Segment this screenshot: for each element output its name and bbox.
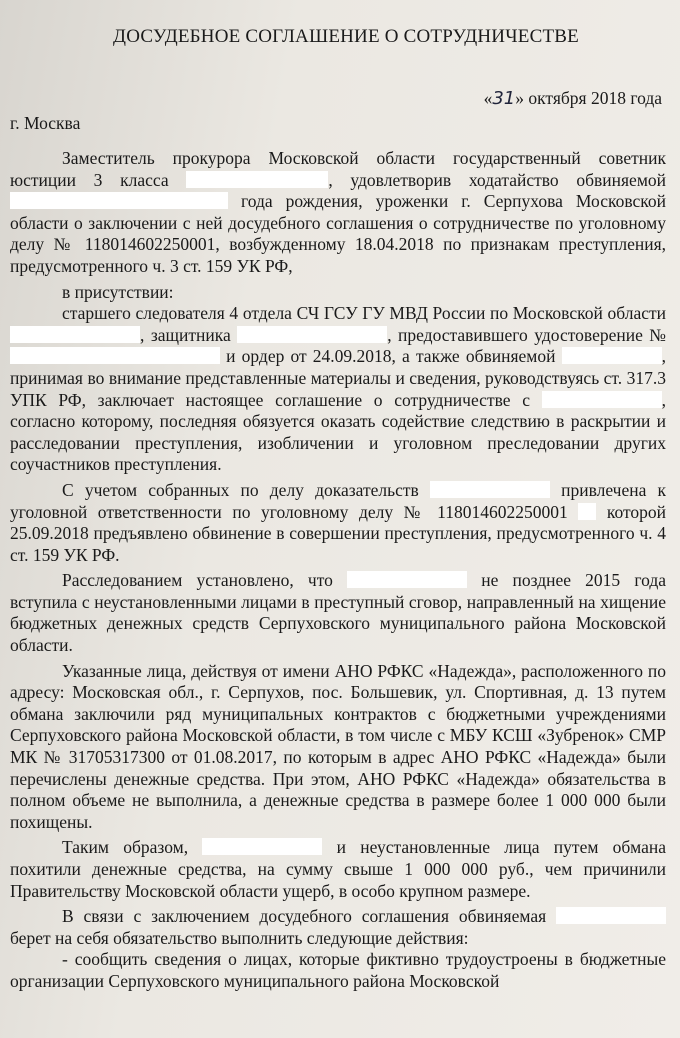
paragraph-preamble: Заместитель прокурора Московской области государственный советник юстиции 3 класса , удовлетворив ходатайство обвиняемой года рождения, уроженки г. Серпухова Московской области о заключении с ней досудебного соглашения о сотрудничестве по уголовному делу № 118014602250001, возбужденному 18.04.2018 по признакам преступления, предусмотренного ч. 3 ст. 159 УК РФ, [10,148,667,276]
date-month-year: » октября 2018 года [515,88,662,108]
paragraph-conclusion: Таким образом, и неустановленные лица путем обмана похитили денежные средства, на сумму свыше 1 000 000 руб., чем причинили Правительству Московской области ущерб, в особо крупном размере. [10,837,667,901]
paragraph-list-item: - сообщить сведения о лицах, которые фиктивно трудоустроены в бюджетные организации Серпуховского муниципального района Московской [10,949,666,991]
redaction-box [10,347,220,364]
date-quote-open: « [483,88,493,108]
paragraph-presence: в присутствии: [62,281,174,302]
redaction-box [202,838,322,855]
redaction-box [237,326,387,343]
redaction-box [10,326,140,343]
document-city: г. Москва [10,113,81,133]
redaction-box [562,347,662,364]
document-date [8,88,666,109]
paragraph-evidence: С учетом собранных по делу доказательств привлечена к уголовной ответственности по уголовному делу № 118014602250001 которой 25.09.2018 предъявлено обвинение в совершении преступления, предусмотренного ч. 4 ст. 159 УК РФ. [10,479,667,565]
redaction-box [542,391,662,408]
date-day-handwritten: 31 [492,88,516,109]
document-title: ДОСУДЕБНОЕ СОГЛАШЕНИЕ О СОТРУДНИЧЕСТВЕ [113,26,579,47]
redaction-box [430,481,550,498]
redaction-box [556,907,666,924]
paragraph-parties: старшего следователя 4 отдела СЧ ГСУ ГУ МВД России по Московской области , защитника , предоставившего удостоверение № и ордер от 24.09.2018, а также обвиняемой , принимая во внимание представленные материалы и сведения, руководствуясь ст. 317.3 УПК РФ, заключает настоящее соглашение о сотрудничестве с , согласно которому, последняя обязуется оказать содействие следствию в раскрытии и расследовании преступления, изобличении и уголовном преследовании других соучастников преступления. [10,303,667,475]
paragraph-obligation: В связи с заключением досудебного соглашения обвиняемая берет на себя обязательство выполнить следующие действия: [8,906,666,949]
redaction-box [10,192,228,209]
paragraph-investigation: Расследованием установлено, что не позднее 2015 года вступила с неустановленными лицами в преступный сговор, направленный на хищение бюджетных денежных средств Серпуховского муниципального района Московской области. [10,570,666,656]
paragraph-scheme: Указанные лица, действуя от имени АНО РФКС «Надежда», расположенного по адресу: Московская обл., г. Серпухов, пос. Большевик, ул. Спортивная, д. 13 путем обмана заключили ряд муниципальных контрактов с бюджетными учреждениями Серпуховского района Московской области, в том числе с МБУ КСШ «Зубренок» СМР МК № 31705317300 от 01.08.2017, по которым в адрес АНО РФКС «Надежда» были перечислены денежные средства. При этом, АНО РФКС «Надежда» обязательства в полном объеме не выполнила, а денежные средства в размере более 1 000 000 были похищены. [10,660,666,832]
redaction-box [578,503,596,520]
redaction-box [347,571,467,588]
redaction-box [186,171,328,188]
